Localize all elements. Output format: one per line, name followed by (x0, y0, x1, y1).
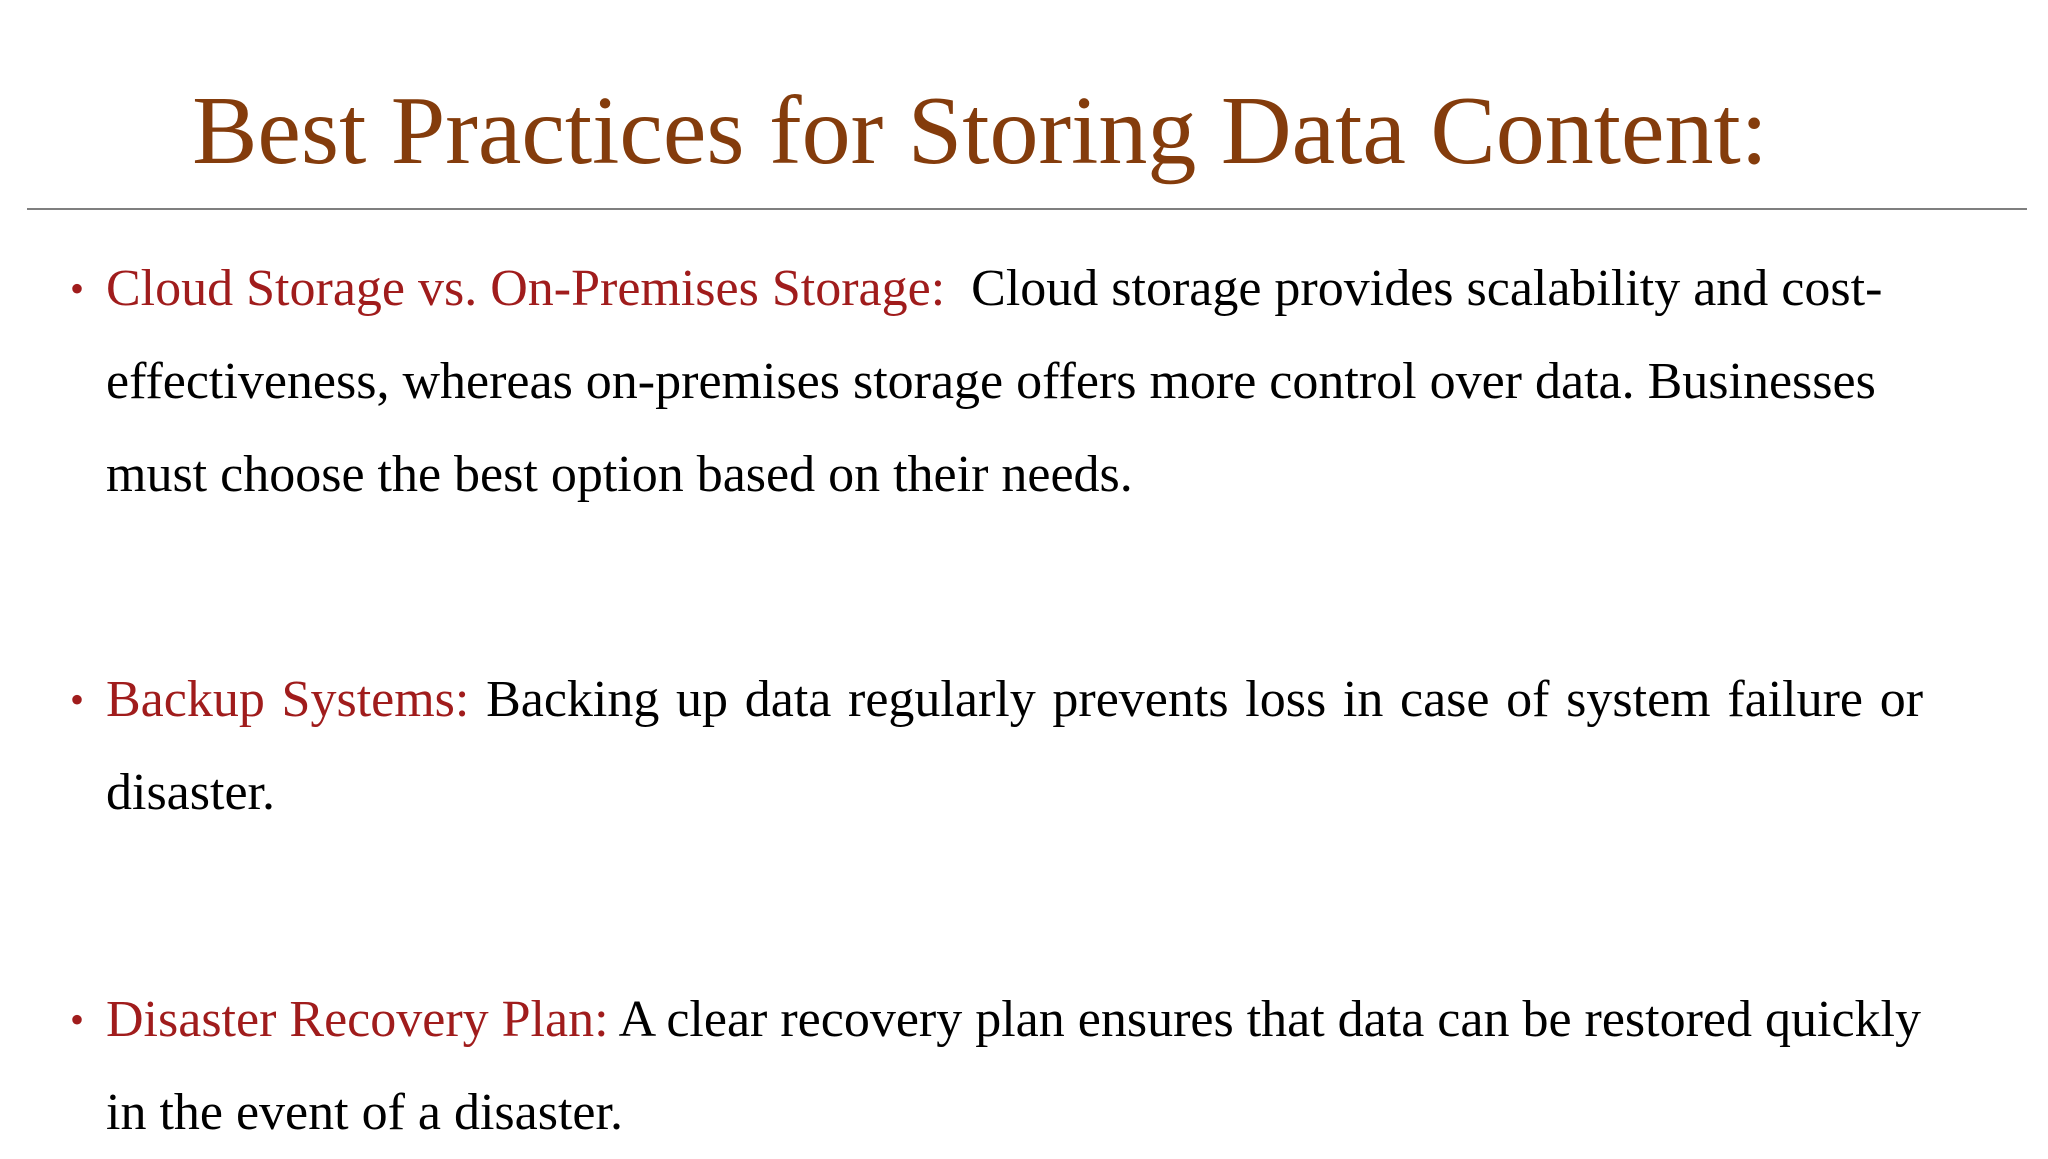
bullet-dot-icon: • (70, 997, 85, 1042)
bullet-text: A clear recovery plan ensures that data can be restored quickly in the event of a disaster. (106, 991, 1921, 1141)
bullet-term: Backup Systems: (106, 671, 470, 728)
title-divider (27, 208, 2027, 210)
bullet-backup-systems (70, 653, 1924, 839)
slide-title: Best Practices for Storing Data Content: (192, 77, 1768, 185)
bullet-text: Cloud storage provides scalability and cost-effectiveness, whereas on-premises storage offers more control over data. Businesses must choose the best option based on their needs. (106, 260, 1883, 503)
bullet-dot-icon: • (70, 266, 85, 311)
bullet-cloud-vs-onprem (70, 242, 1926, 521)
bullet-term: Cloud Storage vs. On-Premises Storage: (106, 260, 946, 317)
bullet-disaster-recovery (70, 973, 1926, 1159)
bullet-text: Backing up data regularly prevents loss in case of system failure or disaster. (106, 671, 1924, 821)
bullet-term: Disaster Recovery Plan: (106, 991, 609, 1048)
bullet-dot-icon: • (70, 677, 85, 722)
